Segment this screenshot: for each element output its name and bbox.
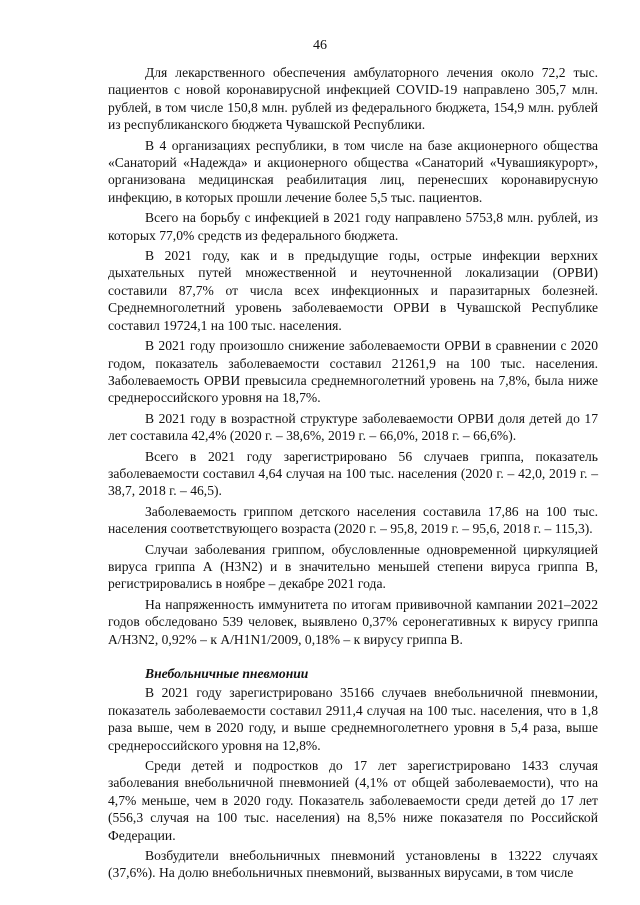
paragraph-covid-drug-supply: Для лекарственного обеспечения амбулаторного лечения около 72,2 тыс. пациентов с новой коронавирусной инфекцией COVID-19 направлено 305,7 млн. рублей, в том числе 150,8 млн. рублей из федерального бюджета, 154,9 млн. рублей из республиканского бюджета Чувашской Республики. xyxy=(108,65,598,133)
paragraph-arvi-children: В 2021 году в возрастной структуре заболеваемости ОРВИ доля детей до 17 лет составила 42,4% (2020 г. – 38,6%, 2019 г. – 66,0%, 2018 г. – 66,6%). xyxy=(108,410,598,444)
paragraph-flu-children: Заболеваемость гриппом детского населения составила 17,86 на 100 тыс. населения соответствующего возраста (2020 г. – 95,8, 2019 г. – 95,6, 2018 г. – 115,3). xyxy=(108,503,598,537)
paragraph-flu-cases: Всего в 2021 году зарегистрировано 56 случаев гриппа, показатель заболеваемости составил 4,64 случая на 100 тыс. населения (2020 г. – 42,0, 2019 г. – 38,7, 2018 г. – 46,5). xyxy=(108,448,598,499)
paragraph-pneumonia-cases: В 2021 году зарегистрировано 35166 случаев внебольничной пневмонии, показатель заболеваемости составил 2911,4 случая на 100 тыс. населения, что в 1,8 раза выше, чем в 2020 году, и выше среднемноголетнего уровня в 5,4 раза, выше среднероссийского уровня на 12,8%. xyxy=(108,685,598,753)
paragraph-flu-circulation: Случаи заболевания гриппом, обусловленные одновременной циркуляцией вируса гриппа А (H3N2) и в значительно меньшей степени вируса гриппа В, регистрировались в ноябре – декабре 2021 года. xyxy=(108,541,598,592)
paragraph-covid-rehabilitation: В 4 организациях республики, в том числе на базе акционерного общества «Санаторий «Надежда» и акционерного общества «Санаторий «Чувашиякурорт», организована медицинская реабилитация лиц, перенесших коронавирусную инфекцию, в которых прошли лечение более 5,5 тыс. пациентов. xyxy=(108,137,598,205)
paragraph-arvi-decrease: В 2021 году произошло снижение заболеваемости ОРВИ в сравнении с 2020 годом, показатель заболеваемости составил 21261,9 на 100 тыс. населения. Заболеваемость ОРВИ превысила среднемноголетний уровень на 7,8%, была ниже среднероссийского уровня на 18,7%. xyxy=(108,338,598,406)
paragraph-covid-total-funding: Всего на борьбу с инфекцией в 2021 году направлено 5753,8 млн. рублей, из которых 77,0% средств из федерального бюджета. xyxy=(108,210,598,243)
paragraph-flu-immunity: На напряженность иммунитета по итогам прививочной кампании 2021–2022 годов обследовано 539 человек, выявлено 0,37% серонегативных к вирусу гриппа A/H3N2, 0,92% – к A/H1N1/2009, 0,18% – к вирусу гриппа В. xyxy=(108,596,598,647)
paragraph-arvi-share: В 2021 году, как и в предыдущие годы, острые инфекции верхних дыхательных путей множественной и неуточненной локализации (ОРВИ) составили 87,7% от числа всех инфекционных и паразитарных болезней. Среднемноголетний уровень заболеваемости ОРВИ в Чувашской Республике составил 19724,1 на 100 тыс. населения. xyxy=(108,248,598,333)
paragraph-pneumonia-pathogens: Возбудители внебольничных пневмоний установлены в 13222 случаях (37,6%). На долю внебольничных пневмоний, вызванных вирусами, в том числе xyxy=(108,848,598,881)
page-number: 46 xyxy=(313,38,327,53)
section-heading-pneumonia: Внебольничные пневмонии xyxy=(145,666,309,681)
page-body xyxy=(108,64,598,885)
paragraph-pneumonia-children: Среди детей и подростков до 17 лет зарегистрировано 1433 случая заболевания внебольничной пневмонией (4,1% от общей заболеваемости), что на 4,7% меньше, чем в 2020 году. Показатель заболеваемости среди детей до 17 лет (556,3 случая на 100 тыс. населения) на 8,5% ниже показателя по Российской Федерации. xyxy=(108,758,598,843)
